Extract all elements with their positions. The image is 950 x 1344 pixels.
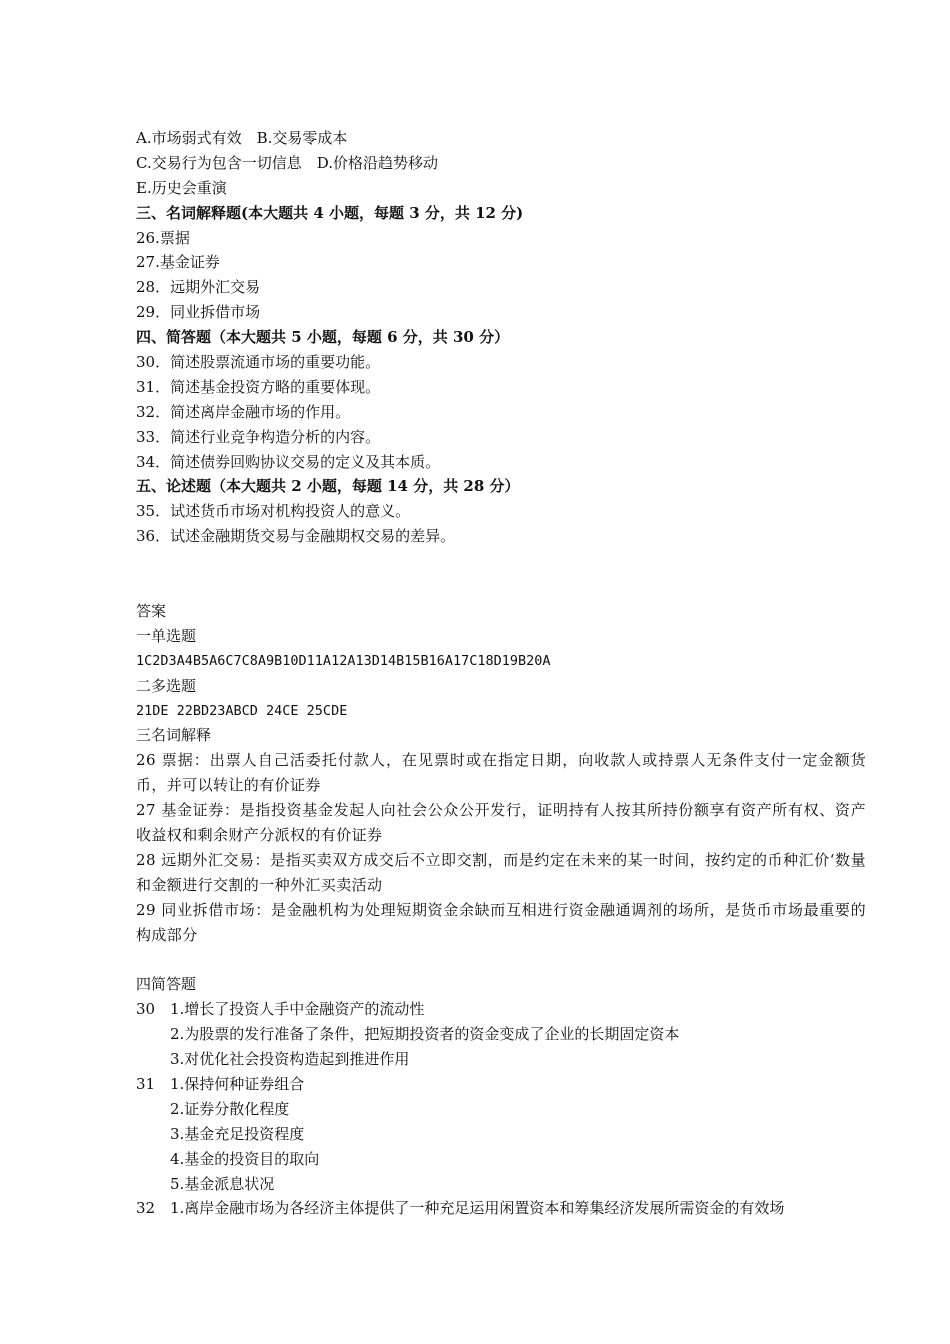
option-line: A.市场弱式有效 B.交易零成本 [136, 129, 348, 147]
answer-point: 1.保持何种证券组合 [170, 1074, 305, 1093]
question-item: 28．远期外汇交易 [136, 278, 261, 297]
answer-point: 3.基金充足投资程度 [170, 1124, 305, 1143]
section-heading-3: 三、名词解释题(本大题共 4 小题，每题 3 分，共 12 分) [136, 203, 524, 222]
section-heading-5: 五、论述题（本大题共 2 小题，每题 14 分，共 28 分） [136, 477, 520, 496]
question-item: 36．试述金融期货交易与金融期权交易的差异。 [136, 527, 456, 546]
answer-number: 32 [136, 1199, 156, 1218]
question-item: 29．同业拆借市场 [136, 303, 261, 322]
answers-title: 答案 [136, 601, 167, 620]
answer-point: 2.证券分散化程度 [170, 1099, 290, 1118]
question-item: 34．简述债券回购协议交易的定义及其本质。 [136, 452, 441, 471]
question-item: 33．简述行业竞争构造分析的内容。 [136, 427, 381, 446]
answer-point: 1.增长了投资人手中金融资产的流动性 [170, 1000, 425, 1019]
answer-point: 2.为股票的发行准备了条件，把短期投资者的资金变成了企业的长期固定资本 [170, 1025, 680, 1044]
question-item: 35．试述货币市场对机构投资人的意义。 [136, 502, 411, 521]
question-item: 32．简述离岸金融市场的作用。 [136, 402, 351, 421]
question-item: 31．简述基金投资方略的重要体现。 [136, 377, 381, 396]
question-item: 26.票据 [136, 228, 190, 247]
answer-number: 31 [136, 1074, 156, 1093]
term-answer: 28 远期外汇交易：是指买卖双方成交后不立即交割，而是约定在未来的某一时间，按约定的币种汇价‘数量和金额进行交割的一种外汇买卖活动 [136, 850, 866, 894]
option-line: E.历史会重演 [136, 178, 227, 197]
question-item: 30．简述股票流通市场的重要功能。 [136, 353, 381, 372]
answers-short-label: 四简答题 [136, 975, 197, 994]
answer-point: 3.对优化社会投资构造起到推进作用 [170, 1050, 410, 1069]
answers-single-label: 一单选题 [136, 626, 197, 645]
term-answer: 29 同业拆借市场：是金融机构为处理短期资金余缺而互相进行资金融通调剂的场所，是货币市场最重要的构成部分 [136, 900, 866, 944]
answers-single-line: 1C2D3A4B5A6C7C8A9B10D11A12A13D14B15B16A17C18D19B20A [136, 652, 551, 669]
answers-terms-label: 三名词解释 [136, 726, 212, 745]
answer-point: 4.基金的投资目的取向 [170, 1149, 320, 1168]
term-answer: 26 票据：出票人自己活委托付款人，在见票时或在指定日期，向收款人或持票人无条件支付一定金额货币，并可以转让的有价证券 [136, 751, 866, 795]
answers-multi-line: 21DE 22BD23ABCD 24CE 25CDE [136, 702, 348, 719]
answer-32-line [136, 1196, 866, 1221]
answer-30-line [136, 997, 866, 1022]
term-answer: 27 基金证券：是指投资基金发起人向社会公众公开发行，证明持有人按其所持份额享有资产所有权、资产收益权和剩余财产分派权的有价证券 [136, 801, 866, 844]
section-heading-4: 四、简答题（本大题共 5 小题，每题 6 分，共 30 分） [136, 328, 510, 347]
option-line: C.交易行为包含一切信息 D.价格沿趋势移动 [136, 153, 438, 172]
document-page [136, 126, 866, 1221]
answer-31-line [136, 1072, 866, 1097]
answer-point: 5.基金派息状况 [170, 1174, 275, 1193]
answer-point: 1.离岸金融市场为各经济主体提供了一种充足运用闲置资本和筹集经济发展所需资金的有效场 [170, 1199, 785, 1218]
question-item: 27.基金证券 [136, 253, 220, 272]
answers-multi-label: 二多选题 [136, 676, 197, 695]
answer-number: 30 [136, 1000, 156, 1019]
